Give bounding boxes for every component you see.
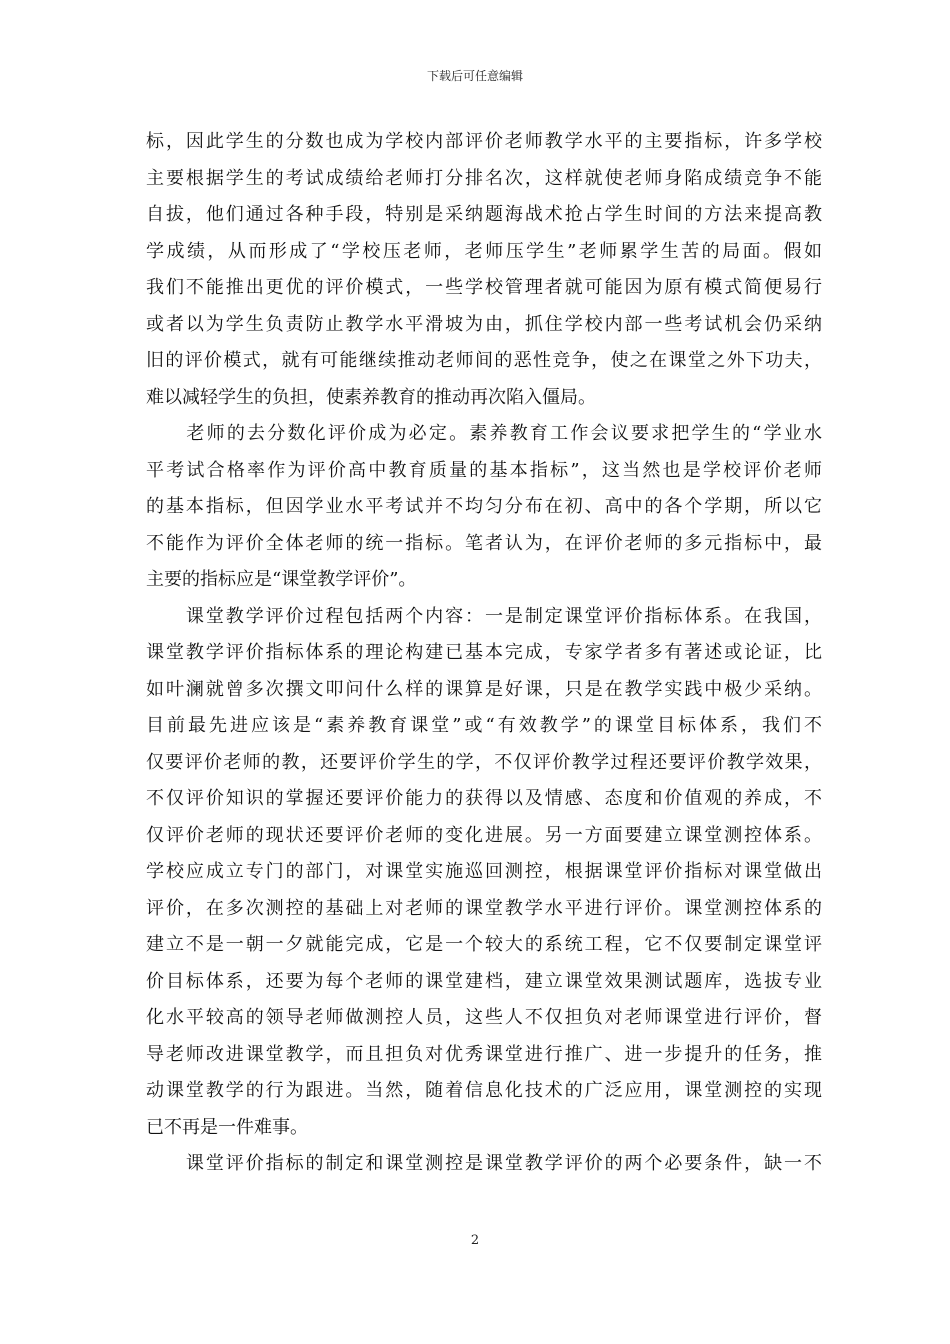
text-line: 或者以为学生负责防止教学水平滑坡为由，抓住学校内部一些考试机会仍采纳 xyxy=(146,313,822,335)
text-line: 我们不能推出更优的评价模式，一些学校管理者就可能因为原有模式简便易行 xyxy=(146,277,822,298)
text-line: 旧的评价模式，就有可能继续推动老师间的恶性竞争，使之在课堂之外下功夫， xyxy=(146,350,822,371)
page-header: 下载后可任意编辑 xyxy=(426,69,523,83)
text-line: 自拔，他们通过各种手段，特别是采纳题海战术抢占学生时间的方法来提高教 xyxy=(146,204,822,225)
text-line: 不仅评价知识的掌握还要评价能力的获得以及情感、态度和价值观的养成，不 xyxy=(146,788,822,809)
paragraph xyxy=(146,1146,822,1183)
document-body xyxy=(146,124,822,1183)
text-line: 标，因此学生的分数也成为学校内部评价老师教学水平的主要指标，许多学校 xyxy=(146,131,822,152)
text-line: 化水平较高的领导老师做测控人员，这些人不仅担负对老师课堂进行评价，督 xyxy=(146,1007,822,1028)
text-line: 主要的指标应是“课堂教学评价”。 xyxy=(146,569,417,590)
text-line: 课堂评价指标的制定和课堂测控是课堂教学评价的两个必要条件，缺一不 xyxy=(146,1153,822,1174)
text-line: 学校应成立专门的部门，对课堂实施巡回测控，根据课堂评价指标对课堂做出 xyxy=(146,861,822,882)
text-line: 仅要评价老师的教，还要评价学生的学，不仅评价教学过程还要评价教学效果， xyxy=(146,751,822,773)
paragraph xyxy=(146,416,822,599)
text-line: 不能作为评价全体老师的统一指标。笔者认为，在评价老师的多元指标中，最 xyxy=(146,532,822,554)
text-line: 主要根据学生的考试成绩给老师打分排名次，这样就使老师身陷成绩竞争不能 xyxy=(146,167,822,189)
text-line: 目前最先进应该是“素养教育课堂”或“有效教学”的课堂目标体系，我们不 xyxy=(146,715,822,736)
text-line: 导老师改进课堂教学，而且担负对优秀课堂进行推广、进一步提升的任务，推 xyxy=(146,1043,822,1065)
text-line: 课堂教学评价过程包括两个内容：一是制定课堂评价指标体系。在我国， xyxy=(146,605,822,627)
text-line: 仅评价老师的现状还要评价老师的变化进展。另一方面要建立课堂测控体系。 xyxy=(146,824,822,846)
text-line: 已不再是一件难事。 xyxy=(146,1116,308,1138)
text-line: 老师的去分数化评价成为必定。素养教育工作会议要求把学生的“学业水 xyxy=(146,423,822,444)
text-line: 建立不是一朝一夕就能完成，它是一个较大的系统工程，它不仅要制定课堂评 xyxy=(146,934,822,955)
text-line: 价目标体系，还要为每个老师的课堂建档，建立课堂效果测试题库，选拔专业 xyxy=(146,970,822,992)
page-number: 2 xyxy=(470,1233,480,1248)
text-line: 如叶澜就曾多次撰文叩问什么样的课算是好课，只是在教学实践中极少采纳。 xyxy=(146,678,822,700)
text-line: 动课堂教学的行为跟进。当然，随着信息化技术的广泛应用，课堂测控的实现 xyxy=(146,1080,822,1101)
text-line: 评价，在多次测控的基础上对老师的课堂教学水平进行评价。课堂测控体系的 xyxy=(146,897,822,919)
text-line: 难以减轻学生的负担，使素养教育的推动再次陷入僵局。 xyxy=(146,386,596,408)
paragraph xyxy=(146,124,822,416)
text-line: 学成绩，从而形成了“学校压老师，老师压学生”老师累学生苦的局面。假如 xyxy=(146,240,822,262)
text-line: 课堂教学评价指标体系的理论构建已基本完成，专家学者多有著述或论证，比 xyxy=(146,642,822,663)
text-line: 平考试合格率作为评价高中教育质量的基本指标”，这当然也是学校评价老师 xyxy=(146,459,822,481)
text-line: 的基本指标，但因学业水平考试并不均匀分布在初、高中的各个学期，所以它 xyxy=(146,496,822,517)
paragraph xyxy=(146,599,822,1147)
